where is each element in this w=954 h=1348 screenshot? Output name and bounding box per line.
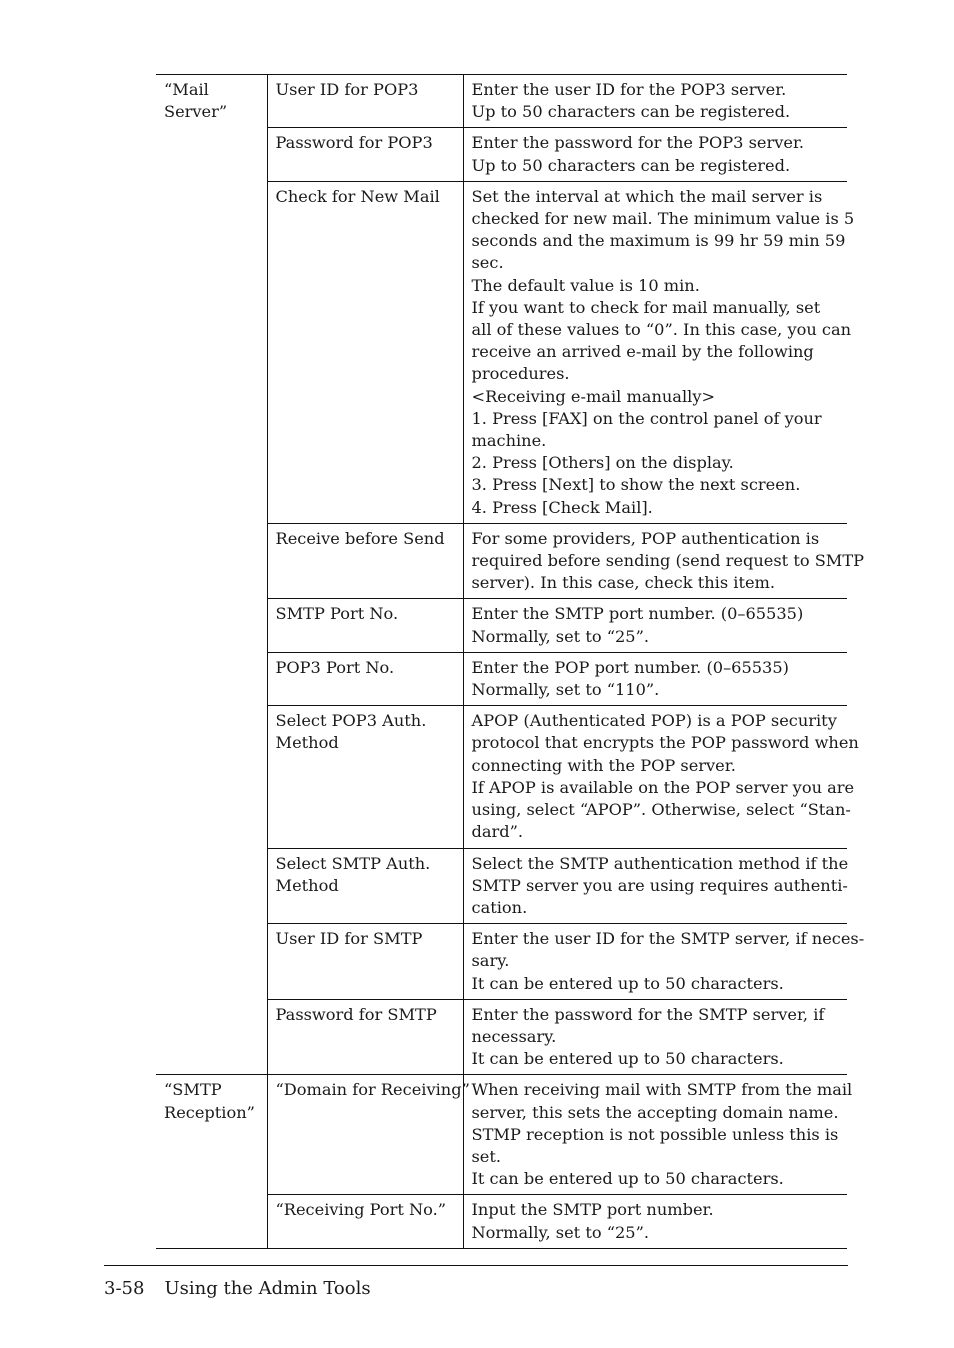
setting-description-cell [463,652,847,705]
setting-name-cell [267,523,463,599]
setting-description-line: Normally, set to “25”. [471,626,650,646]
setting-description-line: Enter the user ID for the POP3 server. [471,80,787,99]
setting-description-line: procedures. [471,364,570,384]
setting-description-cell [463,1195,847,1248]
setting-description-line: STMP reception is not possible unless this is [471,1124,839,1144]
setting-description-line: dard”. [471,822,524,842]
setting-description-line: Input the SMTP port number. [471,1200,714,1220]
setting-description-line: server, this sets the accepting domain name. [471,1102,839,1122]
setting-description-line: 4. Press [Check Mail]. [471,497,653,517]
table-body [156,75,865,1249]
setting-description-line: Normally, set to “25”. [471,1222,650,1242]
setting-name-cell [267,1075,470,1195]
setting-description-line: cation. [471,897,528,917]
setting-description-line: Up to 50 characters can be registered. [471,155,791,175]
setting-description-line: When receiving mail with SMTP from the mail [471,1080,853,1100]
setting-description-line: 2. Press [Others] on the display. [471,453,734,473]
setting-description-line: using, select “APOP”. Otherwise, select “Stan- [471,800,851,820]
setting-description-line: checked for new mail. The minimum value is 5 [471,209,855,229]
setting-description-line: server). In this case, check this item. [471,573,776,593]
setting-description-line: sary. [471,951,510,971]
setting-name-line: POP3 Port No. [275,657,395,677]
setting-description-line: machine. [471,431,547,451]
footer-rule [104,1265,848,1266]
setting-description-line: 1. Press [FAX] on the control panel of your [471,408,822,428]
setting-description-cell [463,599,847,652]
setting-name-line: User ID for SMTP [275,929,423,949]
setting-description-line: all of these values to “0”. In this case, you can [471,320,852,340]
setting-description-cell [463,181,855,523]
setting-description-line: 3. Press [Next] to show the next screen. [471,475,801,495]
setting-description-line: The default value is 10 min. [471,275,700,295]
setting-name-line: Check for New Mail [275,186,440,206]
setting-name-cell [267,1195,463,1248]
setting-description-line: It can be entered up to 50 characters. [471,973,784,993]
table-row [156,1075,847,1195]
setting-description-cell [463,924,865,1000]
setting-description-line: It can be entered up to 50 characters. [471,1169,784,1189]
setting-name-line: “Domain for Receiving” [275,1080,470,1100]
section-title-line: “SMTP [164,1080,222,1100]
setting-name-cell [267,652,463,705]
setting-name-cell [267,706,463,848]
setting-description-line: Normally, set to “110”. [471,680,660,700]
setting-description-line: SMTP server you are using requires authenti- [471,875,848,895]
setting-name-cell [267,599,463,652]
setting-description-line: Enter the POP port number. (0–65535) [471,657,789,677]
setting-name-line: Password for SMTP [275,1004,437,1024]
setting-name-cell [267,924,463,1000]
setting-description-line: necessary. [471,1026,557,1046]
setting-description-line: protocol that encrypts the POP password when [471,733,859,753]
setting-name-cell [267,128,463,181]
page-number: 3-58 [104,1278,145,1299]
table-row [156,75,847,128]
section-title-line: Reception” [164,1102,255,1122]
setting-description-line: For some providers, POP authentication is [471,528,820,548]
setting-description-line: sec. [471,253,504,273]
setting-name-line: Select SMTP Auth. [275,853,431,873]
setting-description-line: If you want to check for mail manually, set [471,297,821,317]
setting-description-line: Enter the password for the POP3 server. [471,133,805,153]
setting-description-line: APOP (Authenticated POP) is a POP security [471,711,837,731]
setting-description-cell [463,128,847,181]
setting-description-cell [463,75,847,128]
setting-description-line: Set the interval at which the mail server is [471,186,823,206]
setting-name-cell [267,75,463,128]
setting-description-line: connecting with the POP server. [471,755,736,775]
setting-description-line: Enter the SMTP port number. (0–65535) [471,604,804,624]
setting-name-line: Password for POP3 [275,133,433,153]
setting-description-line: Enter the password for the SMTP server, if [471,1004,825,1024]
setting-description-line: Up to 50 characters can be registered. [471,102,791,122]
setting-name-line: Method [275,875,339,895]
setting-name-line: Receive before Send [275,528,445,548]
section-title-line: “Mail [164,80,209,99]
setting-name-line: User ID for POP3 [275,80,419,99]
setting-description-cell [463,999,847,1075]
setting-description-line: Select the SMTP authentication method if the [471,853,849,873]
setting-name-line: SMTP Port No. [275,604,399,624]
setting-description-line: set. [471,1146,502,1166]
chapter-title: Using the Admin Tools [164,1278,371,1299]
setting-name-line: “Receiving Port No.” [275,1200,447,1220]
setting-description-line: <Receiving e-mail manually> [471,386,716,406]
setting-description-line: It can be entered up to 50 characters. [471,1049,784,1069]
setting-description-cell [463,706,859,848]
setting-name-cell [267,181,463,523]
setting-description-cell [463,848,847,924]
setting-description-line: required before sending (send request to SMTP [471,551,865,571]
setting-name-line: Select POP3 Auth. [275,711,427,731]
setting-description-line: Enter the user ID for the SMTP server, if neces- [471,929,865,949]
setting-name-cell [267,999,463,1075]
setting-description-line: receive an arrived e-mail by the following [471,342,814,362]
section-title-line: Server” [164,102,228,122]
setting-description-line: seconds and the maximum is 99 hr 59 min 59 [471,231,846,251]
setting-name-line: Method [275,733,339,753]
setting-description-line: If APOP is available on the POP server you are [471,777,855,797]
setting-description-cell [463,523,865,599]
setting-description-cell [463,1075,853,1195]
section-title-cell [156,1075,267,1248]
settings-table [156,74,865,1249]
section-title-cell [156,75,267,1075]
setting-name-cell [267,848,463,924]
page-footer [104,1277,371,1301]
